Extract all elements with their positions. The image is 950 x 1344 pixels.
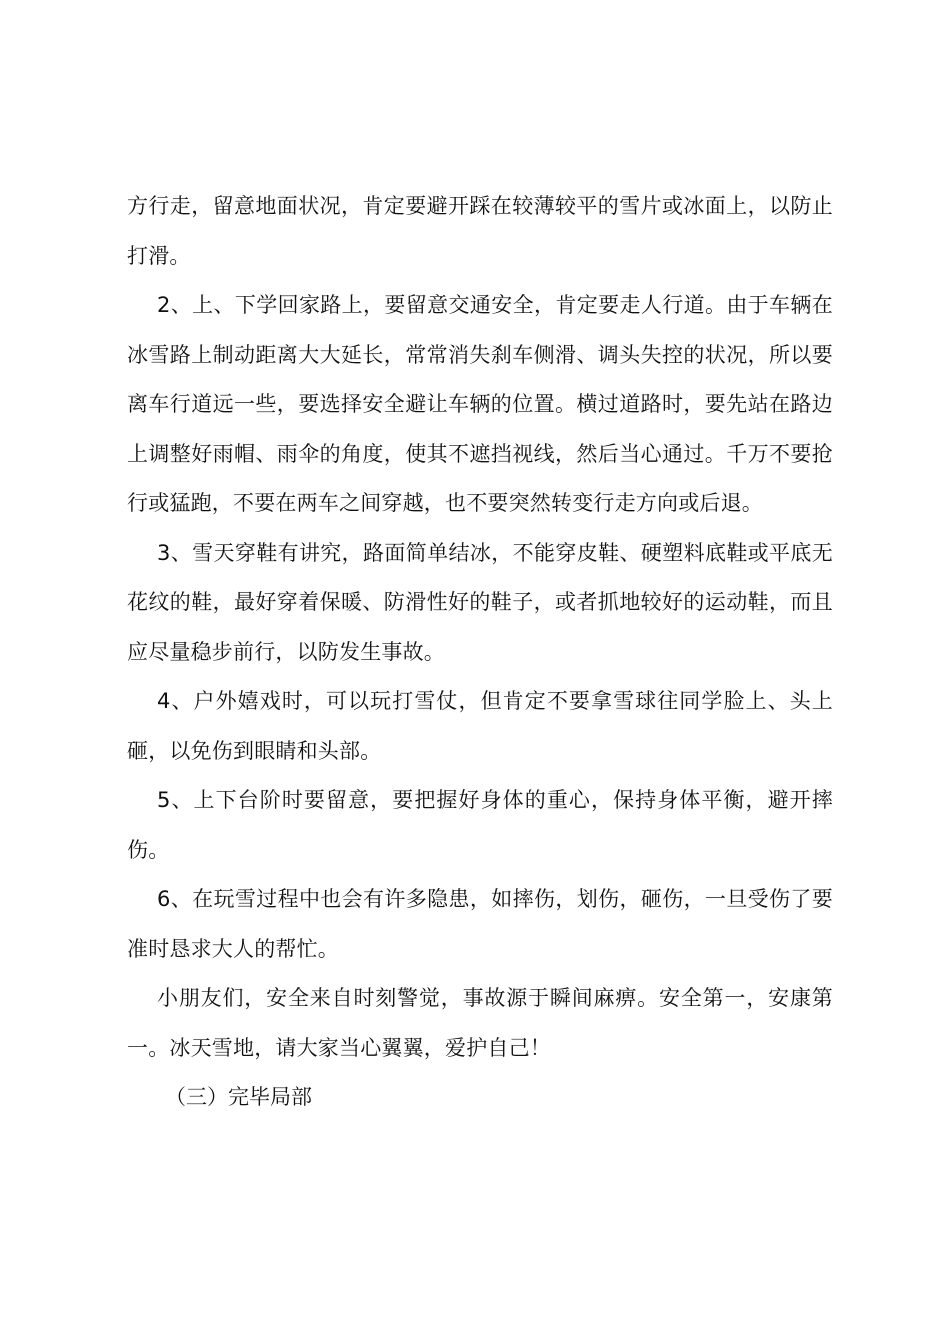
paragraph-item-6: 6、在玩雪过程中也会有许多隐患，如摔伤，划伤，砸伤，一旦受伤了要准时恳求大人的帮忙。 (127, 887, 833, 961)
paragraph-closing: 小朋友们，安全来自时刻警觉，事故源于瞬间麻痹。安全第一，安康第一。冰天雪地，请大家当心翼翼，爱护自己！ (127, 986, 833, 1060)
paragraph-item-4: 4、户外嬉戏时，可以玩打雪仗，但肯定不要拿雪球往同学脸上、头上砸，以免伤到眼睛和头部。 (127, 689, 833, 763)
paragraph-item-2: 2、上、下学回家路上，要留意交通安全，肯定要走人行道。由于车辆在冰雪路上制动距离大大延长，常常消失刹车侧滑、调头失控的状况，所以要离车行道远一些，要选择安全避让车辆的位置。横过道路时，要先站在路边上调整好雨帽、雨伞的角度，使其不遮挡视线，然后当心通过。千万不要抢行或猛跑，不要在两车之间穿越，也不要突然转变行走方向或后退。 (127, 293, 833, 515)
section-heading: （三）完毕局部 (165, 1085, 312, 1109)
paragraph-item-5: 5、上下台阶时要留意，要把握好身体的重心，保持身体平衡，避开摔伤。 (127, 788, 833, 862)
paragraph-continuation: 方行走，留意地面状况，肯定要避开踩在较薄较平的雪片或冰面上，以防止打滑。 (127, 194, 833, 268)
paragraph-item-3: 3、雪天穿鞋有讲究，路面简单结冰，不能穿皮鞋、硬塑料底鞋或平底无花纹的鞋，最好穿着保暖、防滑性好的鞋子，或者抓地较好的运动鞋，而且应尽量稳步前行，以防发生事故。 (127, 540, 833, 664)
document-body (127, 182, 833, 1123)
